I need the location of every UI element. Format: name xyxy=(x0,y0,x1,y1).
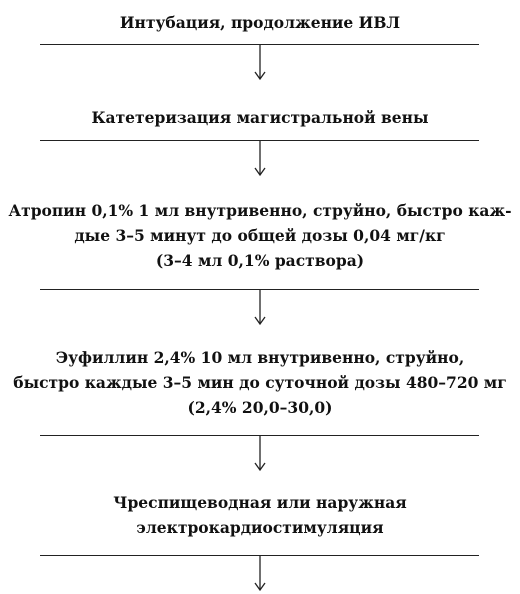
step-text-line: электрокардиостимуляция xyxy=(136,518,384,537)
flow-step-euphylline xyxy=(0,345,520,420)
down-arrow-icon xyxy=(250,556,270,592)
flow-step-catheterization xyxy=(0,105,520,130)
step-text-line: Катетеризация магистральной вены xyxy=(91,108,429,127)
down-arrow-icon xyxy=(250,436,270,472)
step-text-line: Интубация, продолжение ИВЛ xyxy=(119,13,401,32)
step-text-line: дые 3–5 минут до общей дозы 0,04 мг/кг xyxy=(74,226,446,245)
step-text-line: Эуфиллин 2,4% 10 мл внутривенно, струйно, xyxy=(55,348,465,367)
down-arrow-icon xyxy=(250,290,270,326)
flow-step-atropine xyxy=(0,198,520,273)
flow-step-intubation xyxy=(0,10,520,35)
step-text-line: Атропин 0,1% 1 мл внутривенно, струйно, быстро каж- xyxy=(8,201,512,220)
step-text-line: (3–4 мл 0,1% раствора) xyxy=(155,251,365,270)
flow-step-pacing xyxy=(0,490,520,540)
down-arrow-icon xyxy=(250,45,270,81)
step-text-line: Чреспищеводная или наружная xyxy=(113,493,407,512)
down-arrow-icon xyxy=(250,141,270,177)
step-text-line: (2,4% 20,0–30,0) xyxy=(187,398,333,417)
step-text-line: быстро каждые 3–5 мин до суточной дозы 480–720 мг xyxy=(13,373,507,392)
